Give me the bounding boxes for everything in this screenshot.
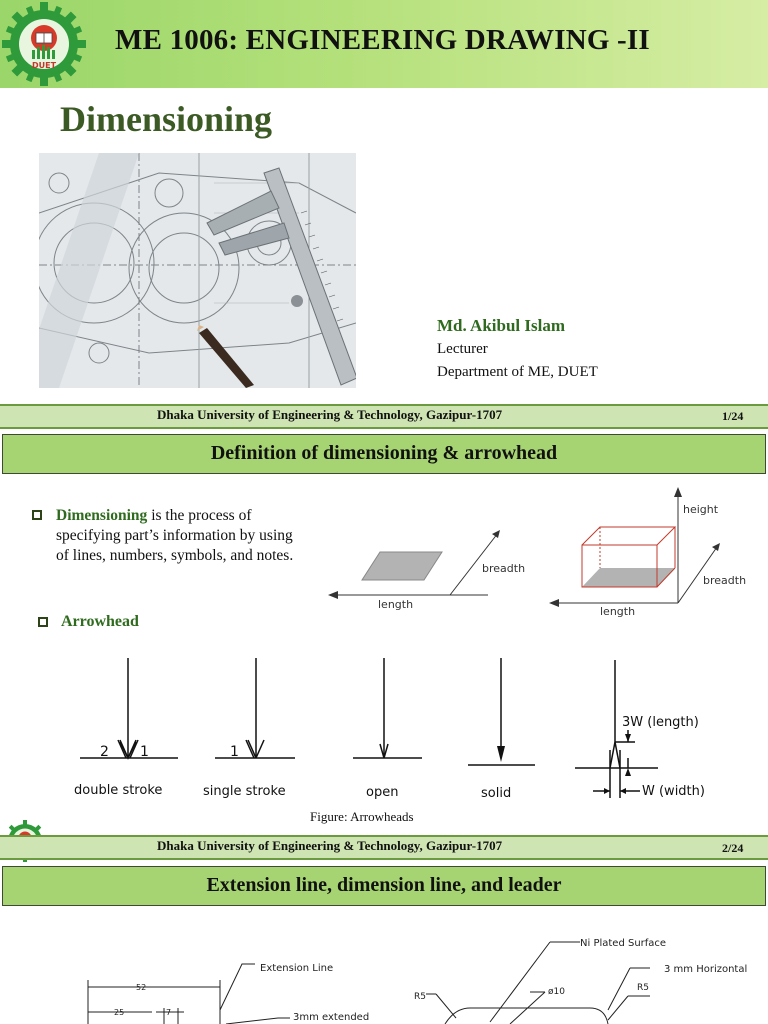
horizontal-label: 3 mm Horizontal bbox=[664, 964, 748, 975]
slide2-footer-text: Dhaka University of Engineering & Technology, Gazipur-1707 bbox=[157, 838, 503, 853]
extension-line-diagram bbox=[60, 930, 765, 1024]
single-stroke-mark: 1 bbox=[230, 744, 239, 760]
logo-text: DUET bbox=[31, 61, 57, 70]
slide1-page-number: 1/24 bbox=[722, 409, 744, 423]
box-diagram bbox=[545, 485, 765, 620]
arrow-type-double-stroke: double stroke bbox=[74, 783, 163, 798]
slide2-page-number: 2/24 bbox=[722, 841, 744, 855]
arrow-type-single-stroke: single stroke bbox=[203, 784, 286, 799]
arrow-type-open: open bbox=[366, 785, 399, 800]
definition-term: Dimensioning bbox=[56, 507, 148, 524]
course-title: ME 1006: ENGINEERING DRAWING -II bbox=[115, 24, 650, 56]
plane-diagram bbox=[320, 520, 535, 620]
slide2-title: Definition of dimensioning & arrowhead bbox=[210, 442, 558, 464]
extension-line-label: Extension Line bbox=[260, 963, 334, 974]
duet-logo-icon bbox=[2, 2, 86, 86]
definition-text bbox=[56, 506, 306, 566]
slide1-title: Dimensioning bbox=[60, 99, 273, 139]
double-stroke-mark-right: 1 bbox=[140, 744, 149, 760]
bullet-icon bbox=[32, 510, 42, 520]
arrow-type-solid: solid bbox=[481, 786, 512, 801]
diameter-label: ø10 bbox=[548, 987, 565, 997]
bullet-icon bbox=[38, 617, 48, 627]
box-height-label: height bbox=[683, 503, 719, 516]
radius-right-label: R5 bbox=[637, 983, 649, 993]
box-breadth-label: breadth bbox=[703, 574, 747, 587]
extended-label: 3mm extended bbox=[293, 1012, 370, 1023]
dim-52-label: 52 bbox=[136, 983, 147, 992]
author-name: Md. Akibul Islam bbox=[437, 316, 566, 335]
arrowheads-figure bbox=[60, 650, 760, 805]
dim-25-label: 25 bbox=[114, 1008, 125, 1017]
double-stroke-mark-left: 2 bbox=[100, 744, 109, 760]
figure-caption: Figure: Arrowheads bbox=[310, 809, 414, 824]
author-department: Department of ME, DUET bbox=[437, 364, 598, 380]
slide1-footer-text: Dhaka University of Engineering & Technology, Gazipur-1707 bbox=[157, 407, 503, 422]
plated-surface-label: Ni Plated Surface bbox=[580, 938, 667, 949]
length-dimension-label: 3W (length) bbox=[622, 715, 699, 730]
radius-left-label: R5 bbox=[414, 992, 426, 1002]
plane-breadth-label: breadth bbox=[482, 562, 526, 575]
box-length-label: length bbox=[600, 605, 636, 618]
width-dimension-label: W (width) bbox=[642, 784, 705, 799]
definition-body: is the process of specifying part’s information by using of lines, numbers, symbols, and notes. bbox=[56, 507, 294, 564]
slide3-title: Extension line, dimension line, and leader bbox=[206, 874, 562, 896]
author-role: Lecturer bbox=[437, 341, 488, 357]
engineering-drawing-photo bbox=[39, 153, 356, 388]
dim-7-label: 7 bbox=[166, 1008, 172, 1017]
plane-length-label: length bbox=[378, 598, 414, 611]
arrowhead-heading: Arrowhead bbox=[61, 613, 139, 630]
